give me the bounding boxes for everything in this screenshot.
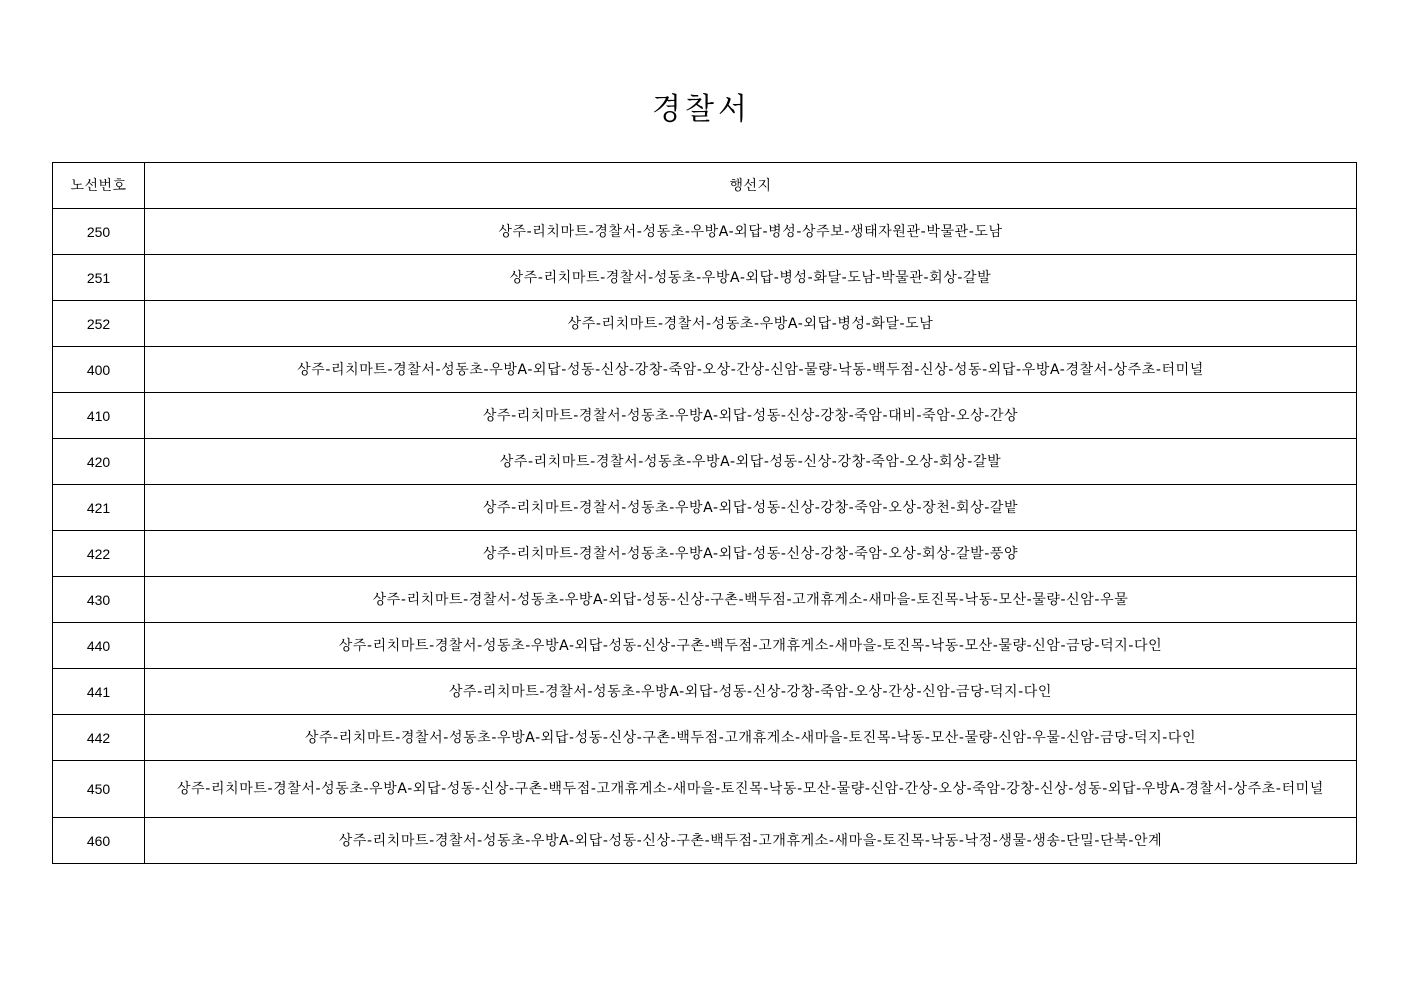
table-row: [53, 393, 1357, 439]
table-row: [53, 209, 1357, 255]
route-destination-cell: 상주-리치마트-경찰서-성동초-우방A-외답-성동-신상-강창-죽암-오상-회상-갈발: [145, 439, 1357, 485]
route-destination-cell: 상주-리치마트-경찰서-성동초-우방A-외답-성동-신상-구촌-백두점-고개휴게소-새마을-토진목-낙동-모산-물량-신암-금당-덕지-다인: [145, 623, 1357, 669]
table-header: [53, 163, 1357, 209]
table-row: [53, 485, 1357, 531]
route-destination-cell: 상주-리치마트-경찰서-성동초-우방A-외답-성동-신상-구촌-백두점-고개휴게소-새마을-토진목-낙동-모산-물량-신암-우물: [145, 577, 1357, 623]
table-row: [53, 439, 1357, 485]
route-number-cell: 442: [53, 715, 145, 761]
table-row: [53, 761, 1357, 818]
page-title: 경찰서: [652, 92, 751, 127]
route-number-cell: 410: [53, 393, 145, 439]
route-number-cell: 421: [53, 485, 145, 531]
header-destination: 행선지: [145, 163, 1357, 209]
route-number-cell: 250: [53, 209, 145, 255]
table-row: [53, 623, 1357, 669]
table-body: [53, 209, 1357, 864]
table-row: [53, 531, 1357, 577]
header-row: [53, 163, 1357, 209]
route-number-cell: 420: [53, 439, 145, 485]
route-destination-cell: 상주-리치마트-경찰서-성동초-우방A-외답-병성-화달-도남-박물관-회상-갈발: [145, 255, 1357, 301]
route-number-cell: 251: [53, 255, 145, 301]
route-number-cell: 422: [53, 531, 145, 577]
route-destination-cell: 상주-리치마트-경찰서-성동초-우방A-외답-병성-상주보-생태자원관-박물관-도남: [145, 209, 1357, 255]
route-number-cell: 460: [53, 818, 145, 864]
route-table: [52, 162, 1357, 864]
route-destination-cell: 상주-리치마트-경찰서-성동초-우방A-외답-성동-신상-구촌-백두점-고개휴게소-새마을-토진목-낙동-모산-물량-신암-우물-신암-금당-덕지-다인: [145, 715, 1357, 761]
route-destination-cell: 상주-리치마트-경찰서-성동초-우방A-외답-성동-신상-구촌-백두점-고개휴게소-새마을-토진목-낙동-낙정-생물-생송-단밀-단북-안계: [145, 818, 1357, 864]
route-number-cell: 450: [53, 761, 145, 818]
table-row: [53, 818, 1357, 864]
route-number-cell: 441: [53, 669, 145, 715]
route-destination-cell: 상주-리치마트-경찰서-성동초-우방A-외답-성동-신상-강창-죽암-오상-간상-신암-물량-낙동-백두점-신상-성동-외답-우방A-경찰서-상주초-터미널: [145, 347, 1357, 393]
route-destination-cell: 상주-리치마트-경찰서-성동초-우방A-외답-성동-신상-강창-죽암-오상-장천-회상-갈밭: [145, 485, 1357, 531]
route-destination-cell: 상주-리치마트-경찰서-성동초-우방A-외답-성동-신상-강창-죽암-오상-회상-갈발-풍양: [145, 531, 1357, 577]
route-number-cell: 430: [53, 577, 145, 623]
table-row: [53, 255, 1357, 301]
route-destination-cell: 상주-리치마트-경찰서-성동초-우방A-외답-성동-신상-강창-죽암-오상-간상-신암-금당-덕지-다인: [145, 669, 1357, 715]
route-destination-cell: 상주-리치마트-경찰서-성동초-우방A-외답-병성-화달-도남: [145, 301, 1357, 347]
table-row: [53, 347, 1357, 393]
table-row: [53, 669, 1357, 715]
table-row: [53, 301, 1357, 347]
table-row: [53, 715, 1357, 761]
route-destination-cell: 상주-리치마트-경찰서-성동초-우방A-외답-성동-신상-강창-죽암-대비-죽암-오상-간상: [145, 393, 1357, 439]
route-number-cell: 252: [53, 301, 145, 347]
header-route-number: 노선번호: [53, 163, 145, 209]
route-destination-cell: 상주-리치마트-경찰서-성동초-우방A-외답-성동-신상-구촌-백두점-고개휴게소-새마을-토진목-낙동-모산-물량-신암-간상-오상-죽암-강창-신상-성동-외답-우방A-경찰서-상주초-터미널: [145, 761, 1357, 818]
table-row: [53, 577, 1357, 623]
route-number-cell: 440: [53, 623, 145, 669]
route-number-cell: 400: [53, 347, 145, 393]
